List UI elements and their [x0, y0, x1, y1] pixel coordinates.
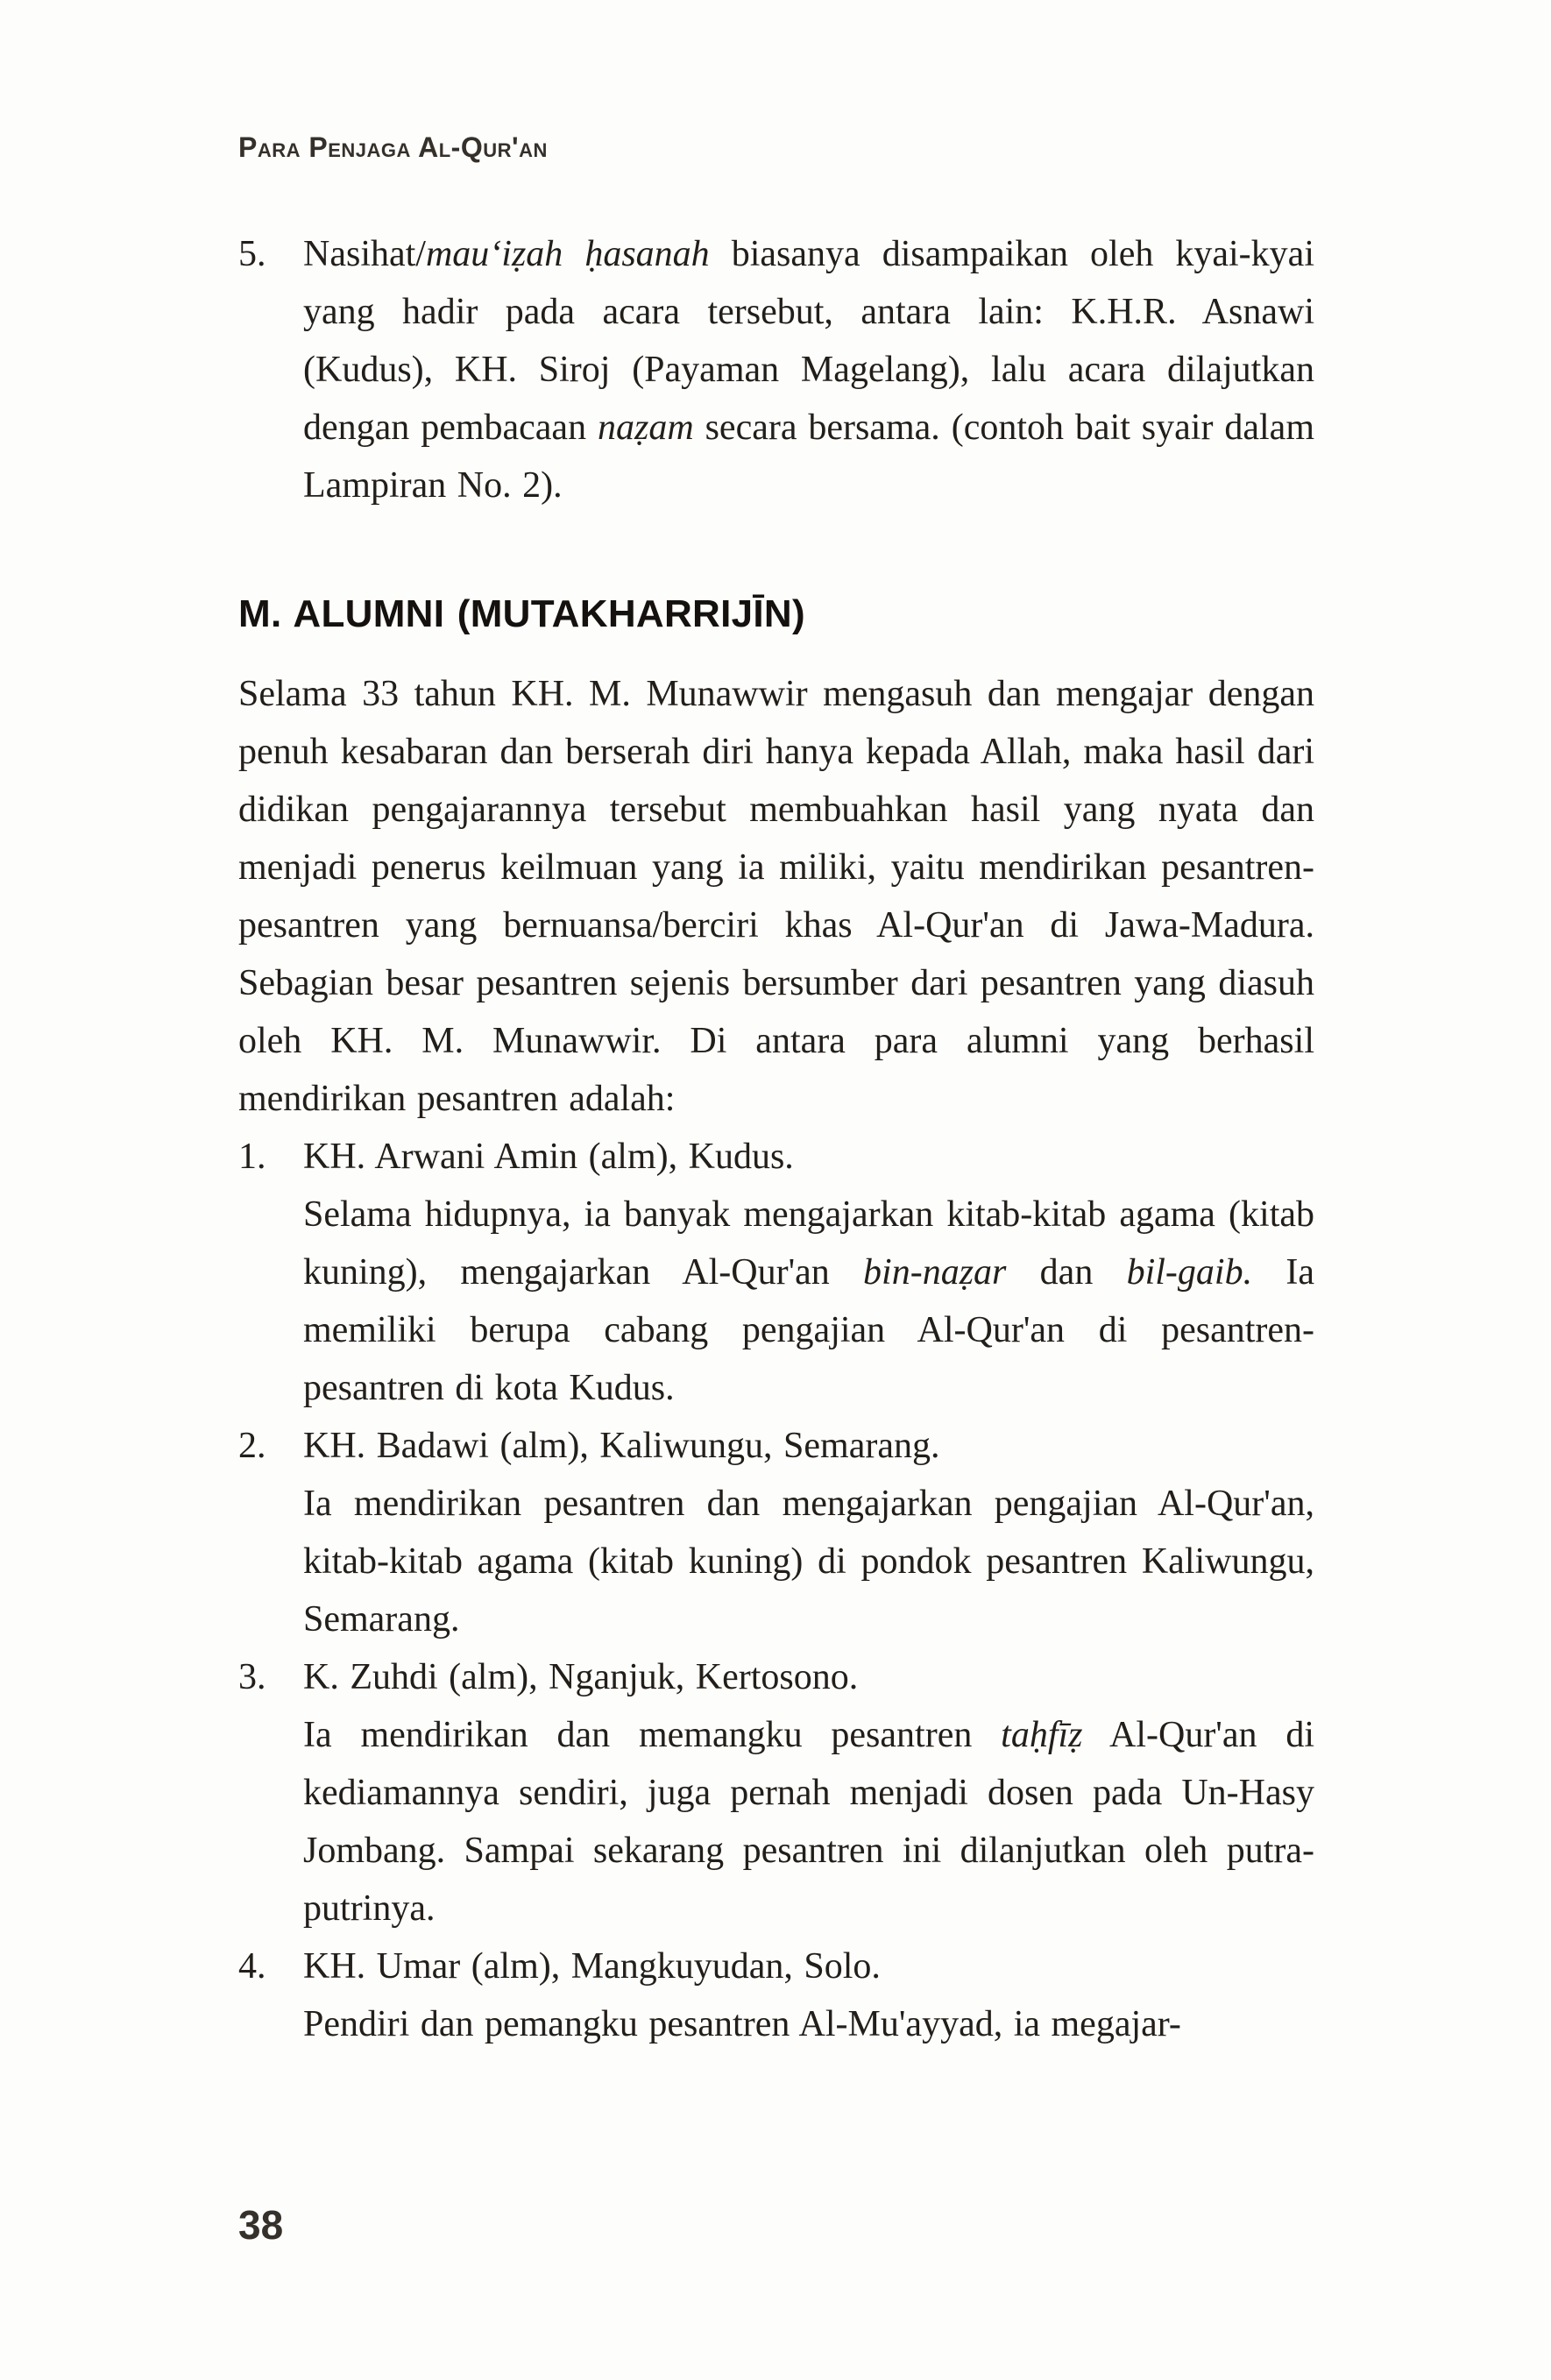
- text-segment: biasanya disampaikan oleh kyai-kyai yang hadir pada acara tersebut, antara lain: K.H.R. Asnawi (Kudus), KH. Siroj (Payaman Magelang), lalu acara dilajutkan dengan pembacaan: [303, 234, 1314, 448]
- text-segment: secara bersama. (contoh bait syair dalam Lampiran No. 2).: [303, 407, 1314, 506]
- text-segment: Pendiri dan pemangku pesantren Al-Mu'ayyad, ia megajar-: [303, 2004, 1181, 2044]
- alumni-item-1-body: [303, 1128, 1314, 1417]
- alumni-item-3-body: [303, 1648, 1314, 1937]
- alumni-description: [303, 1706, 1314, 1937]
- list-item-5-text: [303, 225, 1314, 514]
- text-segment: Ia memiliki berupa cabang pengajian Al-Qur'an di pesantren-pesantren di kota Kudus.: [303, 1252, 1314, 1408]
- alumni-title: KH. Arwani Amin (alm), Kudus.: [303, 1137, 794, 1177]
- running-header: Para Penjaga Al-Qur'an: [238, 131, 548, 163]
- alumni-item-3: [238, 1648, 1314, 1937]
- alumni-description: [303, 1186, 1314, 1417]
- text-segment: Selama hidupnya, ia banyak mengajarkan kitab-kitab agama (kitab kuning), mengajarkan Al-Qur'an: [303, 1194, 1314, 1293]
- alumni-item-2-body: [303, 1417, 1314, 1648]
- text-segment: dan: [1006, 1252, 1127, 1293]
- text-segment: bin-naẓar: [863, 1252, 1007, 1293]
- alumni-title: K. Zuhdi (alm), Nganjuk, Kertosono.: [303, 1657, 859, 1697]
- list-item-number: 5.: [238, 234, 266, 274]
- alumni-item-1: [238, 1128, 1314, 1417]
- alumni-description: [303, 1475, 1314, 1648]
- text-segment: Ia mendirikan dan memangku pesantren: [303, 1715, 1002, 1755]
- text-segment: Nasihat/: [303, 234, 426, 274]
- text-segment: bil-gaib.: [1126, 1252, 1253, 1293]
- list-item-5-body: [303, 225, 1314, 514]
- list-item-5: [238, 225, 1314, 514]
- text-segment: Ia mendirikan pesantren dan mengajarkan pengajian Al-Qur'an, kitab-kitab agama (kitab kuning) di pondok pesantren Kaliwungu, Semarang.: [303, 1484, 1314, 1640]
- section-heading: M. ALUMNI (MUTAKHARRIJĪN): [238, 592, 805, 635]
- alumni-number: 3.: [238, 1657, 266, 1697]
- text-segment: Al-Qur'an di kediamannya sendiri, juga pernah menjadi dosen pada Un-Hasy Jombang. Sampai sekarang pesantren ini dilanjutkan oleh putra-putrinya.: [303, 1715, 1315, 1929]
- text-segment: taḥfīẓ: [1001, 1715, 1083, 1755]
- page-number: 38: [238, 2202, 284, 2248]
- text-segment: mau‘iẓah ḥasanah: [425, 234, 710, 274]
- alumni-number: 2.: [238, 1426, 266, 1466]
- alumni-title: KH. Umar (alm), Mangkuyudan, Solo.: [303, 1946, 881, 1987]
- alumni-item-2: [238, 1417, 1314, 1648]
- alumni-description: [303, 1995, 1314, 2053]
- alumni-number: 1.: [238, 1137, 266, 1177]
- alumni-title: KH. Badawi (alm), Kaliwungu, Semarang.: [303, 1426, 940, 1466]
- text-segment: naẓam: [597, 407, 694, 448]
- alumni-item-4-body: [303, 1937, 1314, 2053]
- alumni-list: [238, 1128, 1314, 2053]
- alumni-item-4: [238, 1937, 1314, 2053]
- section-intro: Selama 33 tahun KH. M. Munawwir mengasuh dan mengajar dengan penuh kesabaran dan berserah diri hanya kepada Allah, maka hasil dari didikan pengajarannya tersebut membuahkan hasil yang nyata dan menjadi penerus keilmuan yang ia miliki, yaitu mendirikan pesantren-pesantren yang bernuansa/berciri khas Al-Qur'an di Jawa-Madura. Sebagian besar pesantren sejenis bersumber dari pesantren yang diasuh oleh KH. M. Munawwir. Di antara para alumni yang berhasil mendirikan pesantren adalah:: [238, 674, 1314, 1119]
- alumni-number: 4.: [238, 1946, 266, 1987]
- page-content: [238, 131, 1314, 2053]
